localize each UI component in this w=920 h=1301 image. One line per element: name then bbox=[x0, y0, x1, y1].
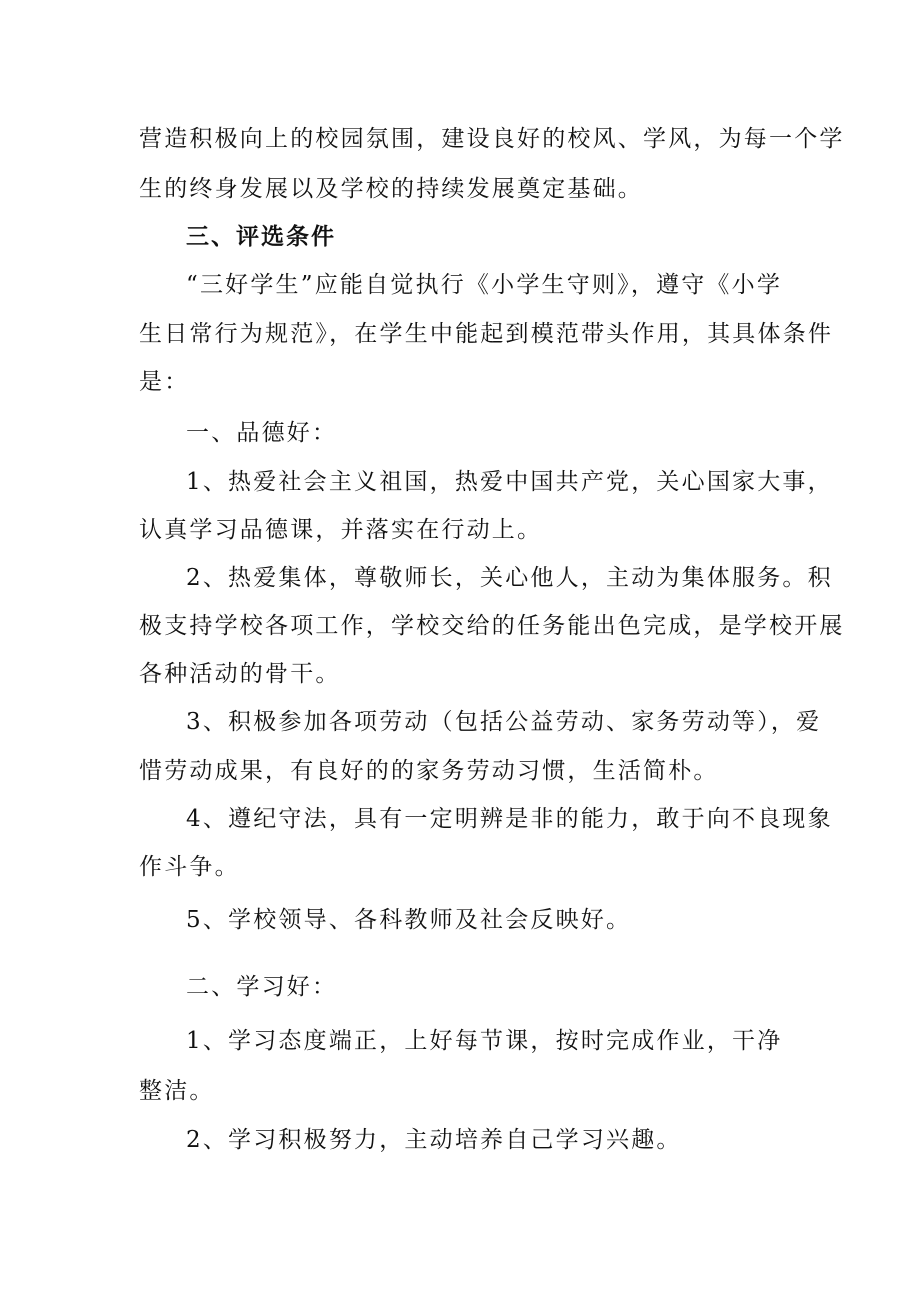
moral-item-3-line-1: 3、积极参加各项劳动（包括公益劳动、家务劳动等），爱 bbox=[186, 709, 822, 735]
moral-item-2-line-2: 极支持学校各项工作，学校交给的任务能出色完成，是学校开展 bbox=[139, 613, 845, 639]
moral-item-3-line-2: 惜劳动成果，有良好的的家务劳动习惯，生活简朴。 bbox=[139, 758, 719, 784]
intro-line-2: 生的终身发展以及学校的持续发展奠定基础。 bbox=[139, 176, 643, 202]
section-heading-criteria: 三、评选条件 bbox=[186, 224, 336, 250]
moral-item-5-line-1: 5、学校领导、各科教师及社会反映好。 bbox=[186, 907, 632, 933]
moral-item-1-line-2: 认真学习品德课，并落实在行动上。 bbox=[139, 517, 543, 543]
intro-line-1: 营造积极向上的校园氛围，建设良好的校风、学风，为每一个学 bbox=[139, 126, 845, 152]
study-heading: 二、学习好： bbox=[186, 974, 338, 1000]
criteria-intro-line-2: 生日常行为规范》，在学生中能起到模范带头作用，其具体条件 bbox=[139, 321, 834, 347]
study-item-1-line-2: 整洁。 bbox=[139, 1078, 215, 1104]
moral-item-4-line-1: 4、遵纪守法，具有一定明辨是非的能力，敢于向不良现象 bbox=[186, 806, 833, 832]
moral-heading: 一、品德好： bbox=[186, 420, 338, 446]
moral-item-2-line-3: 各种活动的骨干。 bbox=[139, 661, 341, 687]
study-item-2-line-1: 2、学习积极努力，主动培养自己学习兴趣。 bbox=[186, 1127, 682, 1153]
moral-item-2-line-1: 2、热爱集体，尊敬师长，关心他人，主动为集体服务。积 bbox=[186, 565, 833, 591]
moral-item-4-line-2: 作斗争。 bbox=[139, 854, 240, 880]
criteria-intro-line-1: “三好学生”应能自觉执行《小学生守则》，遵守《小学 bbox=[186, 272, 783, 298]
criteria-intro-line-3: 是： bbox=[139, 369, 190, 395]
moral-item-1-line-1: 1、热爱社会主义祖国，热爱中国共产党，关心国家大事， bbox=[186, 469, 833, 495]
study-item-1-line-1: 1、学习态度端正，上好每节课，按时完成作业，干净 bbox=[186, 1028, 783, 1054]
